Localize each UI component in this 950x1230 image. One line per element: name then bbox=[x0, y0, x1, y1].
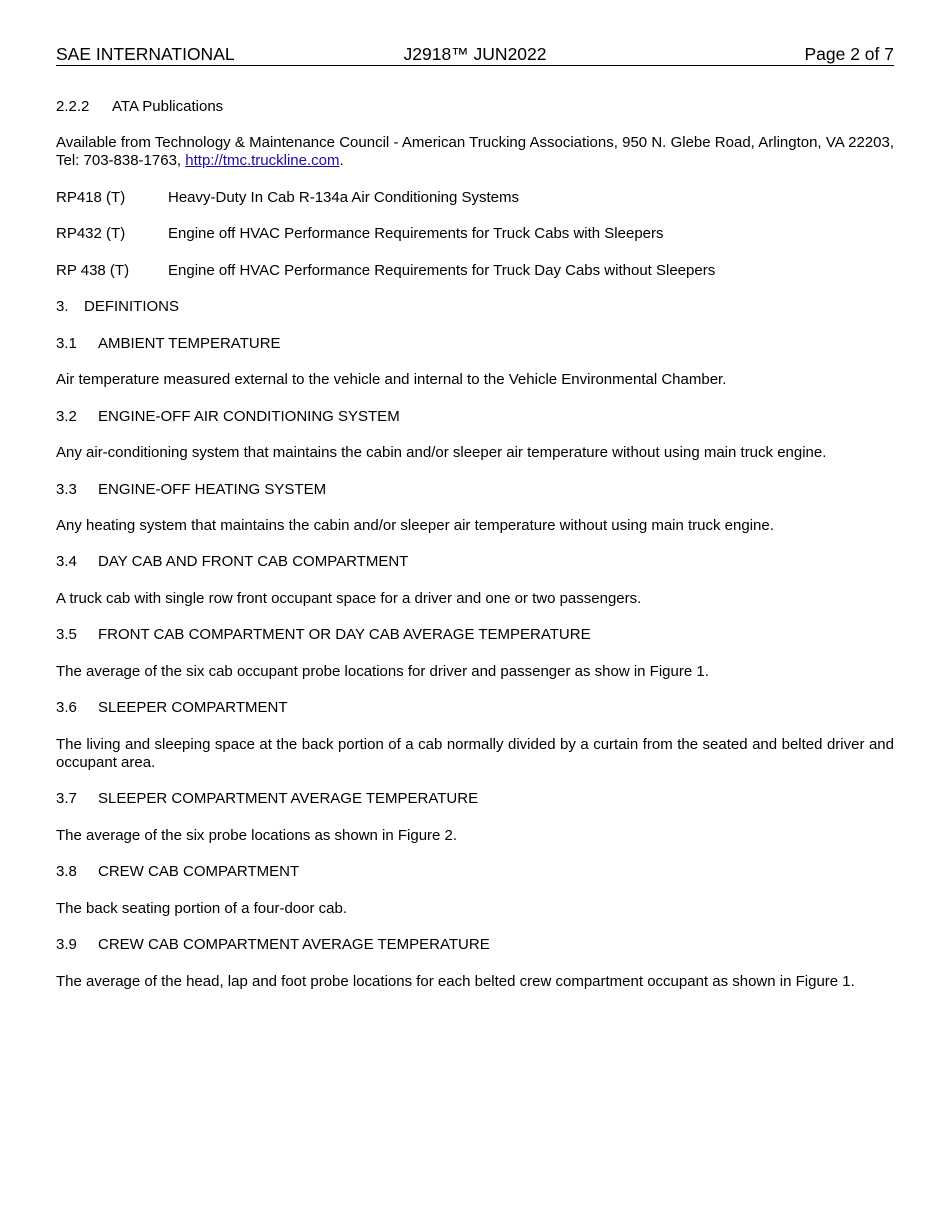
definition-heading bbox=[56, 481, 894, 499]
definition-text: The living and sleeping space at the back portion of a cab normally divided by a curtain from the seated and belted driver and occupant area. bbox=[56, 736, 894, 771]
reference-row bbox=[56, 262, 894, 280]
section-title: DEFINITIONS bbox=[84, 298, 180, 315]
definition-text: Any air-conditioning system that maintains the cabin and/or sleeper air temperature without using main truck engine. bbox=[56, 444, 827, 461]
definition-number: 3.1 bbox=[56, 335, 77, 352]
definition-title: CREW CAB COMPARTMENT AVERAGE TEMPERATURE bbox=[98, 936, 490, 953]
ata-availability-suffix: . bbox=[339, 152, 344, 169]
definition-number: 3.5 bbox=[56, 626, 77, 643]
definition-heading bbox=[56, 863, 894, 881]
header-organization: SAE INTERNATIONAL bbox=[56, 44, 235, 64]
definition-text: A truck cab with single row front occupant space for a driver and one or two passengers. bbox=[56, 590, 642, 607]
definition-title: AMBIENT TEMPERATURE bbox=[98, 335, 281, 352]
ata-availability-text: Available from Technology & Maintenance Council - American Trucking Associations, 950 N. Glebe Road, Arlington, VA 22203, Tel: 703-838-1763, bbox=[56, 134, 894, 169]
ata-availability-paragraph bbox=[56, 134, 894, 170]
section-number: 3. bbox=[56, 298, 69, 315]
header-document-id: J2918™ JUN2022 bbox=[403, 44, 547, 64]
definition-heading bbox=[56, 699, 894, 717]
definition-number: 3.7 bbox=[56, 790, 77, 807]
reference-title: Engine off HVAC Performance Requirements for Truck Cabs with Sleepers bbox=[168, 225, 664, 242]
reference-code: RP 438 (T) bbox=[56, 262, 130, 279]
definition-title: ENGINE-OFF HEATING SYSTEM bbox=[98, 481, 327, 498]
definition-heading bbox=[56, 790, 894, 808]
definition-title: SLEEPER COMPARTMENT AVERAGE TEMPERATURE bbox=[98, 790, 479, 807]
definition-heading bbox=[56, 408, 894, 426]
definition-number: 3.9 bbox=[56, 936, 77, 953]
definition-number: 3.4 bbox=[56, 553, 77, 570]
header-page-number: Page 2 of 7 bbox=[804, 44, 894, 64]
reference-code: RP432 (T) bbox=[56, 225, 126, 242]
definition-text: The average of the head, lap and foot probe locations for each belted crew compartment occupant as shown in Figure 1. bbox=[56, 973, 855, 990]
definition-number: 3.8 bbox=[56, 863, 77, 880]
reference-row bbox=[56, 189, 894, 207]
definition-number: 3.6 bbox=[56, 699, 77, 716]
definition-title: SLEEPER COMPARTMENT bbox=[98, 699, 288, 716]
reference-title: Engine off HVAC Performance Requirements for Truck Day Cabs without Sleepers bbox=[168, 262, 716, 279]
definition-title: CREW CAB COMPARTMENT bbox=[98, 863, 300, 880]
definition-heading bbox=[56, 936, 894, 954]
definition-heading bbox=[56, 335, 894, 353]
definition-text: The average of the six cab occupant probe locations for driver and passenger as show in Figure 1. bbox=[56, 663, 709, 680]
section-number: 2.2.2 bbox=[56, 98, 90, 115]
section-heading-3 bbox=[56, 298, 894, 316]
page-header bbox=[56, 43, 894, 66]
definition-number: 3.3 bbox=[56, 481, 77, 498]
definition-title: ENGINE-OFF AIR CONDITIONING SYSTEM bbox=[98, 408, 400, 425]
definition-heading bbox=[56, 553, 894, 571]
definition-title: FRONT CAB COMPARTMENT OR DAY CAB AVERAGE TEMPERATURE bbox=[98, 626, 591, 643]
section-title: ATA Publications bbox=[112, 98, 224, 115]
reference-title: Heavy-Duty In Cab R-134a Air Conditioning Systems bbox=[168, 189, 519, 206]
reference-row bbox=[56, 225, 894, 243]
definition-text: Air temperature measured external to the vehicle and internal to the Vehicle Environmental Chamber. bbox=[56, 371, 727, 388]
tmc-website-link[interactable]: http://tmc.truckline.com bbox=[185, 152, 340, 169]
reference-code: RP418 (T) bbox=[56, 189, 126, 206]
section-heading-2-2-2 bbox=[56, 98, 894, 116]
definition-heading bbox=[56, 626, 894, 644]
definition-number: 3.2 bbox=[56, 408, 77, 425]
definition-text: The average of the six probe locations as shown in Figure 2. bbox=[56, 827, 458, 844]
definition-text: The back seating portion of a four-door cab. bbox=[56, 900, 348, 917]
definition-title: DAY CAB AND FRONT CAB COMPARTMENT bbox=[98, 553, 409, 570]
definition-text: Any heating system that maintains the cabin and/or sleeper air temperature without using main truck engine. bbox=[56, 517, 774, 534]
